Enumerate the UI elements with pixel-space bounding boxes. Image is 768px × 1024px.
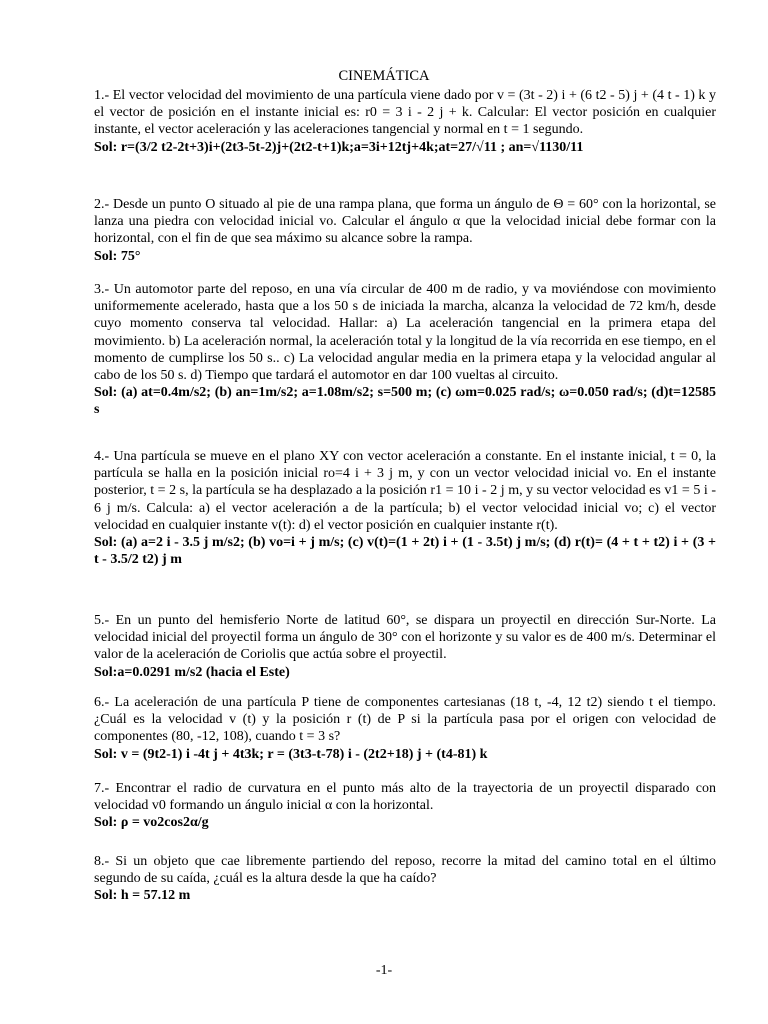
problem-solution: Sol: (a) a=2 i - 3.5 j m/s2; (b) vo=i + j m/s; (c) v(t)=(1 + 2t) i + (1 - 3.5t) j m/s; (d) r(t)= (4 + t + t2) i + (3 + t - 3.5/2 t2) j m	[94, 535, 716, 568]
problem-statement: 7.- Encontrar el radio de curvatura en el punto más alto de la trayectoria de un proyectil disparado con velocidad v0 formando un ángulo inicial α con la horizontal.	[94, 781, 716, 814]
problem-statement: 8.- Si un objeto que cae libremente partiendo del reposo, recorre la mitad del camino total en el último segundo de su caída, ¿cuál es la altura desde la que ha caído?	[94, 854, 716, 887]
document-title: CINEMÁTICA	[338, 68, 430, 84]
problem-statement: 3.- Un automotor parte del reposo, en una vía circular de 400 m de radio, y va moviéndose con movimiento uniformemente acelerado, hasta que a los 50 s de iniciada la marcha, alcanza la velocidad de 72 km/h, desde cuyo momento conserva tal velocidad. Hallar: a) La aceleración tangencial en la primera etapa del movimiento. b) La aceleración normal, la aceleración total y la longitud de la vía recorrida en ese tiempo, en el momento de cumplirse los 50 s.. c) La velocidad angular media en la primera etapa y la velocidad angular al cabo de los 50 s. d) Tiempo que tardará el automotor en dar 100 vueltas al circuito.	[94, 282, 716, 384]
problem-solution: Sol: 75°	[94, 248, 141, 264]
problem-solution: Sol: h = 57.12 m	[94, 888, 191, 904]
problem-statement: 5.- En un punto del hemisferio Norte de latitud 60°, se dispara un proyectil en dirección Sur-Norte. La velocidad inicial del proyectil forma un ángulo de 30° con el horizonte y su valor es de 400 m/s. Determinar el valor de la aceleración de Coriolis que actúa sobre el proyectil.	[94, 613, 716, 663]
problem-statement: 4.- Una partícula se mueve en el plano XY con vector aceleración a constante. En el instante inicial, t = 0, la partícula se halla en la posición inicial ro=4 i + 3 j m, y con un vector velocidad inicial vo. En el instante posterior, t = 2 s, la partícula se ha desplazado a la posición r1 = 10 i - 2 j m, y su vector velocidad es v1 = 5 i - 6 j m/s. Calcula: a) el vector aceleración a de la partícula; b) el vector velocidad inicial vo; c) el vector velocidad en cualquier instante v(t): d) el vector posición en cualquier instante r(t).	[94, 449, 716, 533]
page-number: -1-	[375, 963, 393, 978]
problem-solution: Sol: (a) at=0.4m/s2; (b) an=1m/s2; a=1.08m/s2; s=500 m; (c) ωm=0.025 rad/s; ω=0.050 rad/s; (d)t=12585 s	[94, 385, 716, 418]
problem-solution: Sol: ρ = vo2cos2α/g	[94, 815, 209, 831]
problem-8	[94, 853, 716, 905]
problem-3	[94, 281, 716, 419]
problem-6	[94, 694, 716, 763]
problem-5	[94, 612, 716, 681]
problem-7	[94, 780, 716, 832]
problem-4	[94, 448, 716, 568]
problem-solution: Sol:a=0.0291 m/s2 (hacia el Este)	[94, 664, 290, 680]
problem-solution: Sol: v = (9t2-1) i -4t j + 4t3k; r = (3t3-t-78) i - (2t2+18) j + (t4-81) k	[94, 746, 488, 762]
problem-statement: 6.- La aceleración de una partícula P tiene de componentes cartesianas (18 t, -4, 12 t2) siendo t el tiempo. ¿Cuál es la velocidad v (t) y la posición r (t) de P si la partícula pasa por el origen con velocidad de componentes (80, -12, 108), cuando t = 3 s?	[94, 695, 716, 745]
problem-1	[94, 87, 716, 156]
problem-statement: 1.- El vector velocidad del movimiento de una partícula viene dado por v = (3t - 2) i + (6 t2 - 5) j + (4 t - 1) k y el vector de posición en el instante inicial es: r0 = 3 i - 2 j + k. Calcular: El vector posición en cualquier instante, el vector aceleración y las aceleraciones tangencial y normal en t = 1 segundo.	[94, 88, 716, 138]
problem-statement: 2.- Desde un punto O situado al pie de una rampa plana, que forma un ángulo de Θ = 60° con la horizontal, se lanza una piedra con velocidad inicial vo. Calcular el ángulo α que la velocidad inicial debe formar con la horizontal, con el fin de que sea máximo su alcance sobre la rampa.	[94, 197, 716, 247]
problem-solution: Sol: r=(3/2 t2-2t+3)i+(2t3-5t-2)j+(2t2-t+1)k;a=3i+12tj+4k;at=27/√11 ; an=√1130/11	[94, 139, 584, 155]
problem-2	[94, 196, 716, 265]
